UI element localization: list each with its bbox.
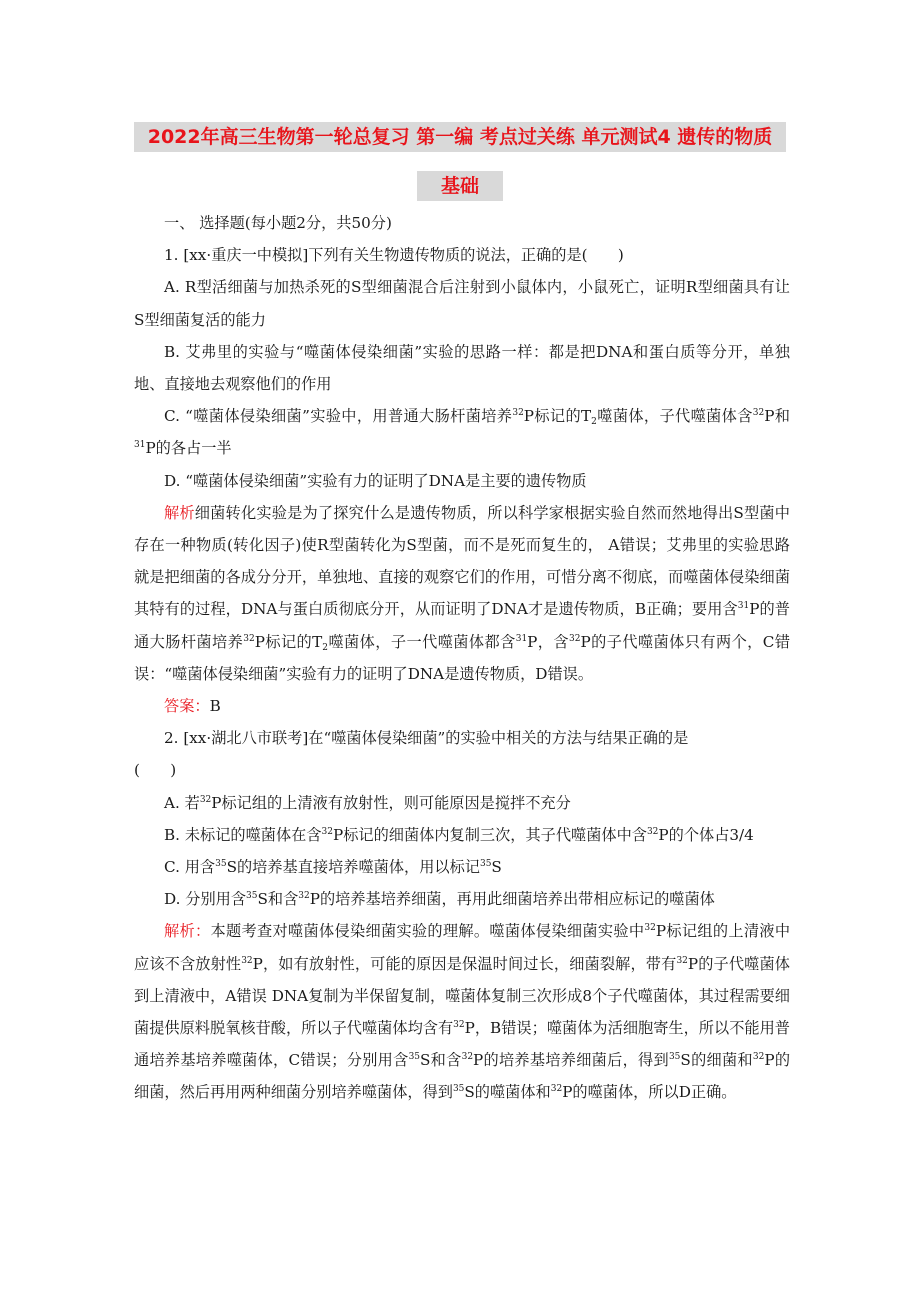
text-run: P的细菌，然后再用两种细菌分别培养噬菌体，得到 <box>134 1051 791 1102</box>
isotope-superscript: 32 <box>646 826 659 837</box>
isotope-superscript: 35 <box>408 1052 421 1063</box>
text-run: P的普通大肠杆菌培养 <box>134 600 790 651</box>
text-run: C. “噬菌体侵染细菌”实验中，用普通大肠杆菌培养 <box>164 407 513 426</box>
isotope-superscript: 32 <box>461 1052 474 1063</box>
isotope-superscript: 31 <box>737 601 750 612</box>
isotope-superscript: 32 <box>752 408 765 419</box>
isotope-superscript: 35 <box>668 1052 681 1063</box>
isotope-superscript: 35 <box>452 1084 465 1095</box>
q1-stem: 1. [xx·重庆一中模拟]下列有关生物遗传物质的说法，正确的是( ) <box>164 246 624 265</box>
text-run: P的各占一半 <box>145 439 232 458</box>
isotope-superscript: 32 <box>453 1020 465 1031</box>
text-run: P和 <box>764 407 790 426</box>
q1-option-d: D. “噬菌体侵染细菌”实验有力的证明了DNA是主要的遗传物质 <box>164 471 587 490</box>
text-run: P的培养基培养细菌后，得到 <box>473 1051 669 1070</box>
text-run: P的噬菌体，所以D正确。 <box>562 1083 737 1102</box>
answer-value: B <box>209 697 221 716</box>
q2-option-b <box>134 819 790 851</box>
section-heading: 一、 选择题(每小题2分，共50分) <box>164 214 392 232</box>
q1-option-b: B. 艾弗里的实验与“噬菌体侵染细菌”实验的思路一样：都是把DNA和蛋白质等分开，单独地、直接地去观察他们的作用 <box>134 342 790 394</box>
text-run: 噬菌体，子一代噬菌体都含 <box>328 632 516 651</box>
text-run: P，含 <box>527 632 570 651</box>
analysis-label: 解析： <box>164 922 211 941</box>
text-run: S的噬菌体和 <box>464 1083 551 1102</box>
analysis-label: 解析 <box>164 503 195 522</box>
page-title-line-1: 2022年高三生物第一轮总复习 第一编 考点过关练 单元测试4 遗传的物质 <box>134 122 786 152</box>
document-body <box>134 207 790 1109</box>
isotope-superscript: 35 <box>246 891 258 902</box>
text-run: 本题考查对噬菌体侵染细菌实验的理解。噬菌体侵染细菌实验中 <box>210 922 645 941</box>
isotope-superscript: 32 <box>199 794 212 805</box>
q1-option-a: A. R型活细菌与加热杀死的S型细菌混合后注射到小鼠体内，小鼠死亡，证明R型细菌具有让S型细菌复活的能力 <box>134 278 790 329</box>
isotope-superscript: 32 <box>569 633 581 644</box>
isotope-superscript: 35 <box>215 859 227 870</box>
text-run: P的培养基培养细菌，再用此细菌培养出带相应标记的噬菌体 <box>309 890 715 909</box>
isotope-superscript: 32 <box>321 826 333 837</box>
text-run: 细菌转化实验是为了探究什么是遗传物质，所以科学家根据实验自然而然地得出S型菌中存在一种物质(转化因子)使R型菌转化为S型菌，而不是死而复生的， A错误；艾弗里的实验思路就是把细菌的各成分分开，单独地、直接的观察它们的作用，可惜分离不彻底，而噬菌体侵染细菌其特有的过程，DNA与蛋白质彻底分开，从而证明了DNA才是遗传物质，B正确；要用含 <box>134 503 790 619</box>
text-run: S <box>491 858 502 877</box>
text-run: P标记组的上清液有放射性，则可能原因是搅拌不充分 <box>211 793 571 812</box>
answer-label: 答案： <box>164 697 210 716</box>
subscript: 2 <box>591 417 597 428</box>
isotope-superscript: 31 <box>134 440 146 451</box>
q1-analysis <box>134 497 790 690</box>
text-run: S和含 <box>420 1051 462 1070</box>
isotope-superscript: 32 <box>241 955 253 966</box>
q2-analysis <box>134 915 790 1108</box>
text-run: P的子代噬菌体只有两个，C错误：“噬菌体侵染细菌”实验有力的证明了DNA是遗传物质，D错误。 <box>134 632 791 683</box>
subscript: 2 <box>322 642 329 653</box>
isotope-superscript: 32 <box>676 955 688 966</box>
page-title-line-2: 基础 <box>417 171 503 201</box>
text-run: C. 用含 <box>164 858 216 877</box>
isotope-superscript: 35 <box>479 859 492 870</box>
isotope-superscript: 32 <box>644 923 656 934</box>
isotope-superscript: 32 <box>512 408 524 419</box>
text-run: 噬菌体，子代噬菌体含 <box>596 407 753 426</box>
isotope-superscript: 32 <box>550 1084 563 1095</box>
text-run: P标记的T <box>523 407 592 426</box>
q2-option-d <box>134 883 790 915</box>
text-run: P，如有放射性，可能的原因是保温时间过长，细菌裂解，带有 <box>252 954 677 973</box>
text-run: P标记组的上清液中应该不含放射性 <box>134 922 791 973</box>
text-run: P标记的T <box>254 632 323 651</box>
isotope-superscript: 32 <box>298 891 310 902</box>
q2-option-c <box>134 851 790 883</box>
isotope-superscript: 32 <box>752 1052 765 1063</box>
text-run: S的培养基直接培养噬菌体，用以标记 <box>226 858 480 877</box>
text-run: D. 分别用含 <box>164 890 247 909</box>
isotope-superscript: 31 <box>515 633 528 644</box>
q1-option-c <box>134 400 790 464</box>
isotope-superscript: 32 <box>243 633 255 644</box>
text-run: S的细菌和 <box>680 1051 753 1070</box>
text-run: S和含 <box>257 890 299 909</box>
q1-answer <box>134 690 790 722</box>
text-run: P标记的细菌体内复制三次，其子代噬菌体中含 <box>332 825 647 844</box>
text-run: P，B错误；噬菌体为活细胞寄生，所以不能用普通培养基培养噬菌体，C错误；分别用含 <box>134 1019 790 1070</box>
q2-option-a <box>134 787 790 819</box>
text-run: B. 未标记的噬菌体在含 <box>164 825 322 844</box>
text-run: P的子代噬菌体到上清液中，A错误 DNA复制为半保留复制，噬菌体复制三次形成8个子代噬菌体，其过程需要细菌提供原料脱氧核苷酸，所以子代噬菌体均含有 <box>134 954 790 1038</box>
text-run: P的个体占3/4 <box>658 825 754 844</box>
q2-stem-paren: ( ) <box>134 761 177 780</box>
q2-stem: 2. [xx·湖北八市联考]在“噬菌体侵染细菌”的实验中相关的方法与结果正确的是 <box>164 729 689 748</box>
text-run: A. 若 <box>164 793 200 812</box>
